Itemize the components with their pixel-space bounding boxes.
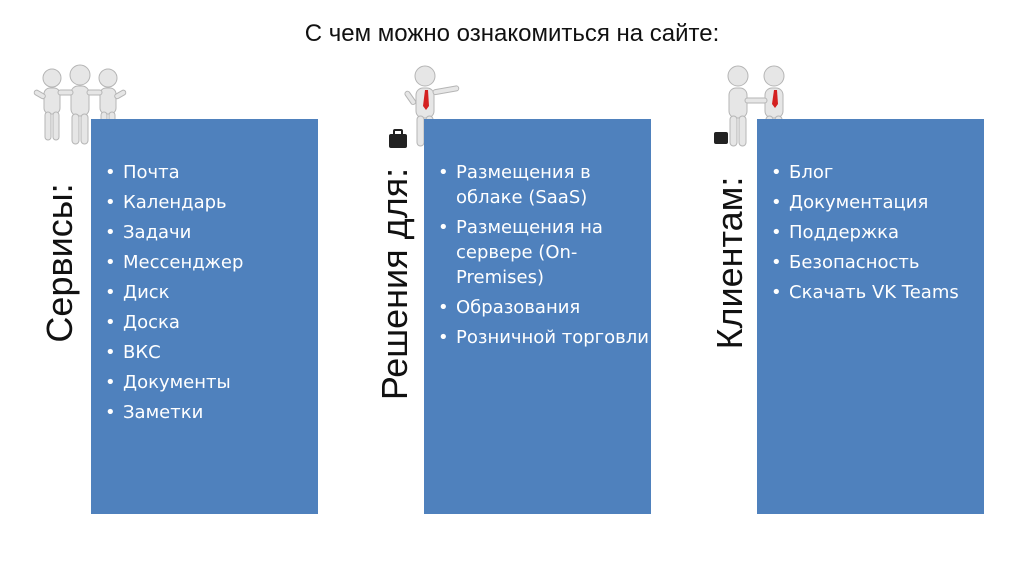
- list-item: • Розничной торговли: [438, 325, 651, 350]
- list-item: • Скачать VK Teams: [771, 280, 984, 305]
- list-item: • Диск: [105, 280, 318, 305]
- list-item: • Документы: [105, 370, 318, 395]
- list-item: • ВКС: [105, 340, 318, 365]
- list-item: • Образования: [438, 295, 651, 320]
- list-item: • Поддержка: [771, 220, 984, 245]
- list-item: • Размещения на сервере (On-Premises): [438, 215, 651, 290]
- services-column: [30, 0, 330, 574]
- services-label: Сервисы:: [39, 183, 80, 343]
- list-item: • Безопасность: [771, 250, 984, 275]
- list-item: • Календарь: [105, 190, 318, 215]
- solutions-list: [424, 119, 651, 350]
- solutions-vertical-label: [365, 0, 425, 574]
- clients-list: [757, 119, 984, 305]
- solutions-label: Решения для:: [374, 167, 415, 401]
- list-item: • Задачи: [105, 220, 318, 245]
- list-item: • Заметки: [105, 400, 318, 425]
- list-item: • Почта: [105, 160, 318, 185]
- clients-label: Клиентам:: [709, 176, 750, 350]
- solutions-panel: [424, 119, 651, 514]
- solutions-column: [365, 0, 665, 574]
- clients-column: [700, 0, 1000, 574]
- services-list: [91, 119, 318, 425]
- list-item: • Блог: [771, 160, 984, 185]
- page-title: С чем можно ознакомиться на сайте:: [304, 20, 720, 47]
- services-vertical-label: [30, 0, 90, 574]
- list-item: • Документация: [771, 190, 984, 215]
- clients-vertical-label: [700, 0, 760, 574]
- list-item: • Размещения в облаке (SaaS): [438, 160, 651, 210]
- list-item: • Доска: [105, 310, 318, 335]
- clients-panel: [757, 119, 984, 514]
- services-panel: [91, 119, 318, 514]
- list-item: • Мессенджер: [105, 250, 318, 275]
